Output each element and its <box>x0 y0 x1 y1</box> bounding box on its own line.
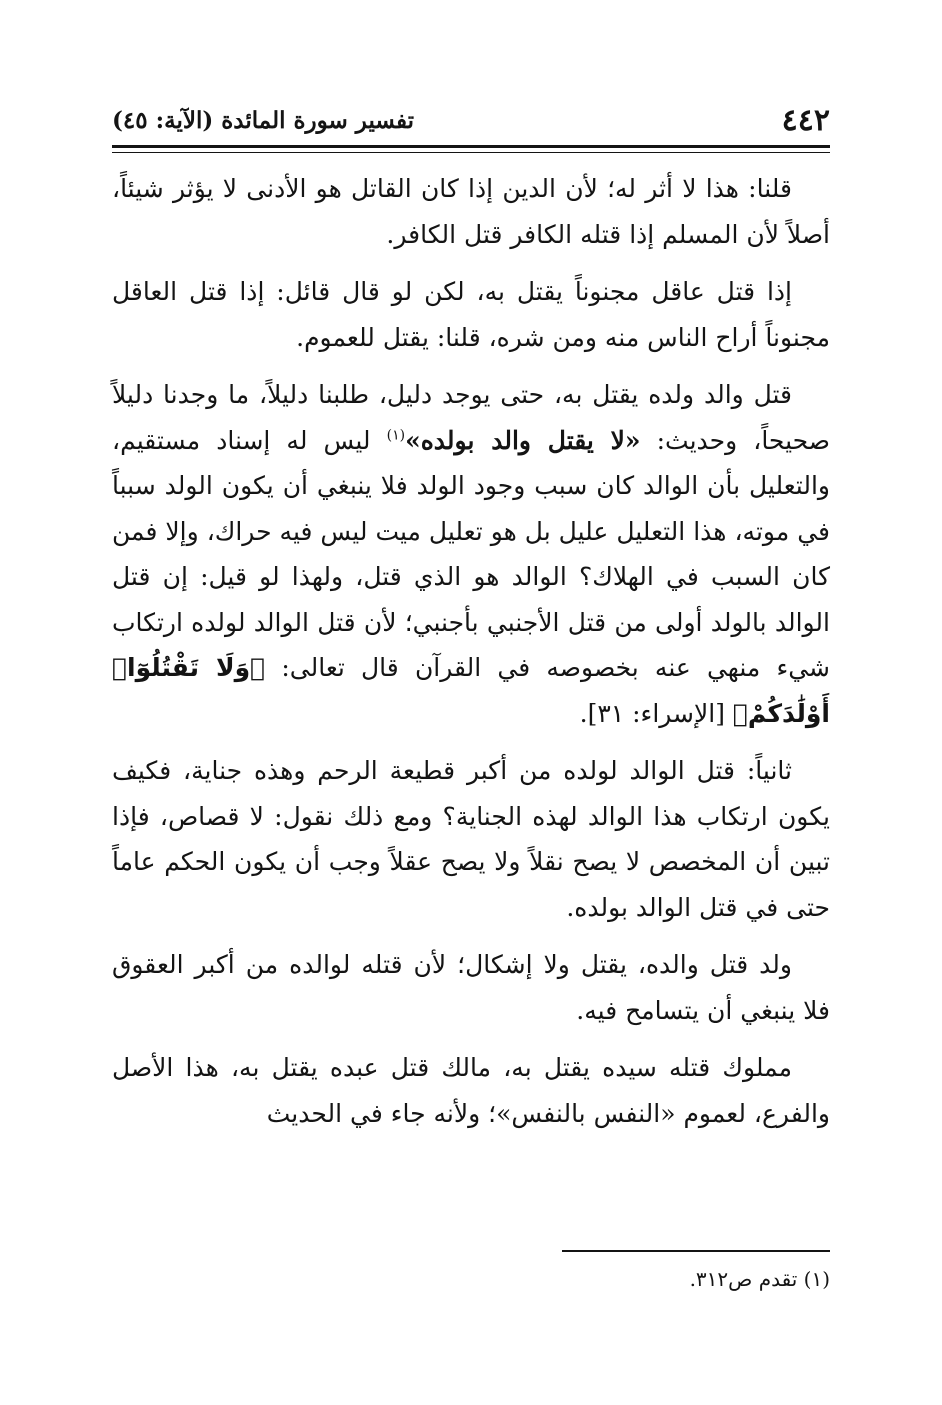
page-number: ٤٤٢ <box>781 103 830 138</box>
footnote-text: تقدم ص٣١٢. <box>689 1267 798 1291</box>
footnote-separator <box>562 1250 830 1252</box>
footnote-1 <box>500 1262 830 1296</box>
paragraph-3-text-b: ليس له إسناد مستقيم، والتعليل بأن الوالد كان سبب وجود الولد فلا ينبغي أن يكون الولد سبباً في موته، هذا التعليل عليل بل هو تعليل ميت ليس فيه حراك، وإلا فمن كان السبب في الهلاك؟ الوالد هو الذي قتل، ولهذا لو قيل: إن قتل الوالد بالولد أولى من قتل الأجنبي بأجنبي؛ لأن قتل الوالد لولده ارتكاب شيء منهي عنه بخصوصه في القرآن قال تعالى: <box>112 425 830 682</box>
verse-citation: [الإسراء: ٣١]. <box>579 698 733 728</box>
paragraph-4: ثانياً: قتل الوالد لولده من أكبر قطيعة الرحم وهذه جناية، فكيف يكون ارتكاب هذا الوالد لهذه الجناية؟ ومع ذلك نقول: لا قصاص، فإذا تبين أن المخصص لا يصح نقلاً ولا يصح عقلاً وجب أن يكون الحكم عاماً حتى في قتل الوالد بولده. <box>112 756 830 922</box>
footnote-marker: (١) <box>803 1267 830 1291</box>
header-rule-thick <box>112 145 830 148</box>
quran-verse: ﴿وَلَا تَقْتُلُوٓا۟ أَوْلَٰدَكُمْ﴾ <box>112 653 830 728</box>
hadith-quote: «لا يقتل والد بولده» <box>405 425 641 455</box>
running-title: تفسير سورة المائدة (الآية: ٤٥) <box>112 107 414 134</box>
body-text <box>112 166 830 1136</box>
page-header <box>112 100 830 142</box>
header-rule-thin <box>112 152 830 153</box>
paragraph-1: قلنا: هذا لا أثر له؛ لأن الدين إذا كان القاتل هو الأدنى لا يؤثر شيئاً، أصلاً لأن المسلم إذا قتله الكافر قتل الكافر. <box>112 174 830 249</box>
footnote-reference[interactable]: (١) <box>386 427 406 444</box>
paragraph-3 <box>112 372 830 736</box>
paragraph-5: ولد قتل والده، يقتل ولا إشكال؛ لأن قتله لوالده من أكبر العقوق فلا ينبغي أن يتسامح فيه. <box>112 950 830 1025</box>
paragraph-3-text-a: قتل والد ولده يقتل به، حتى يوجد دليل، طلبنا دليلاً، ما وجدنا دليلاً صحيحاً، وحديث: <box>112 380 830 455</box>
paragraph-6: مملوك قتله سيده يقتل به، مالك قتل عبده يقتل به، هذا الأصل والفرع، لعموم «النفس بالنفس»؛ ولأنه جاء في الحديث <box>112 1053 830 1128</box>
paragraph-2: إذا قتل عاقل مجنوناً يقتل به، لكن لو قال قائل: إذا قتل العاقل مجنوناً أراح الناس منه ومن شره، قلنا: يقتل للعموم. <box>112 277 830 352</box>
